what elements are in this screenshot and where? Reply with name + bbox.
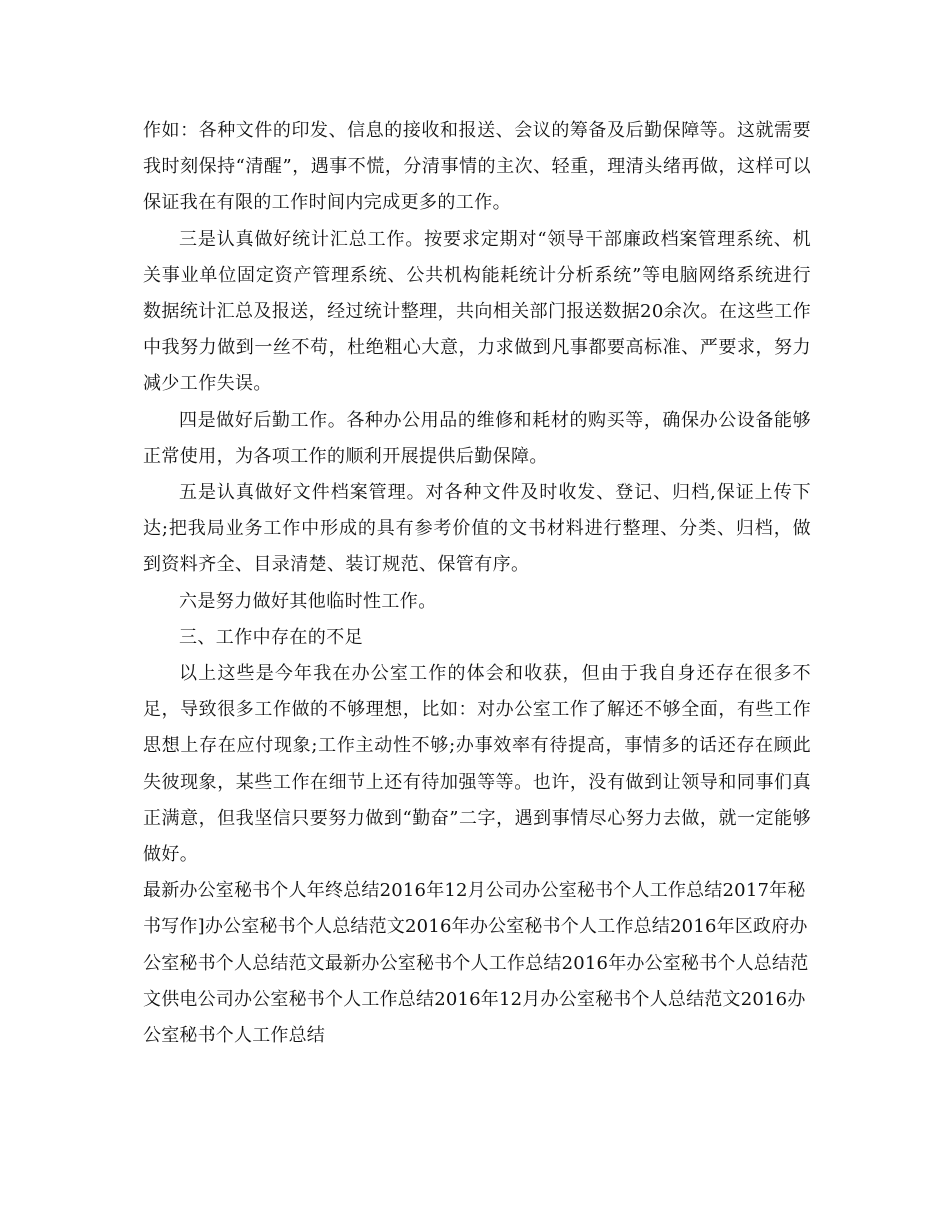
paragraph-4: 五是认真做好文件档案管理。对各种文件及时收发、登记、归档,保证上传下达;把我局业务工作中形成的具有参考价值的文书材料进行整理、分类、归档，做到资料齐全、目录清楚、装订规范、保管有序。	[143, 482, 811, 576]
paragraph-1: 作如：各种文件的印发、信息的接收和报送、会议的筹备及后勤保障等。这就需要我时刻保持“清醒”，遇事不慌，分清事情的主次、轻重，理清头绪再做，这样可以保证我在有限的工作时间内完成更多的工作。	[143, 120, 811, 214]
paragraph-3: 四是做好后勤工作。各种办公用品的维修和耗材的购买等，确保办公设备能够正常使用，为各项工作的顺利开展提供后勤保障。	[143, 409, 811, 467]
document-body	[143, 113, 811, 1054]
section-heading: 三、工作中存在的不足	[179, 626, 363, 648]
paragraph-2: 三是认真做好统计汇总工作。按要求定期对“领导干部廉政档案管理系统、机关事业单位固定资产管理系统、公共机构能耗统计分析系统”等电脑网络系统进行数据统计汇总及报送，经过统计整理，共向相关部门报送数据20余次。在这些工作中我努力做到一丝不苟，杜绝粗心大意，力求做到凡事都要高标准、严要求，努力减少工作失误。	[143, 228, 811, 395]
paragraph-6: 以上这些是今年我在办公室工作的体会和收获，但由于我自身还存在很多不足，导致很多工作做的不够理想，比如：对办公室工作了解还不够全面，有些工作思想上存在应付现象;工作主动性不够;办事效率有待提高，事情多的话还存在顾此失彼现象，某些工作在细节上还有待加强等等。也许，没有做到让领导和同事们真正满意，但我坚信只要努力做到“勤奋”二字，遇到事情尽心努力去做，就一定能够做好。	[143, 663, 811, 866]
related-articles-list: 最新办公室秘书个人年终总结2016年12月公司办公室秘书个人工作总结2017年秘书写作]办公室秘书个人总结范文2016年办公室秘书个人工作总结2016年区政府办公室秘书个人总结范文最新办公室秘书个人工作总结2016年办公室秘书个人总结范文供电公司办公室秘书个人工作总结2016年12月办公室秘书个人总结范文2016办公室秘书个人工作总结	[143, 880, 809, 1047]
paragraph-5: 六是努力做好其他临时性工作。	[179, 590, 437, 612]
